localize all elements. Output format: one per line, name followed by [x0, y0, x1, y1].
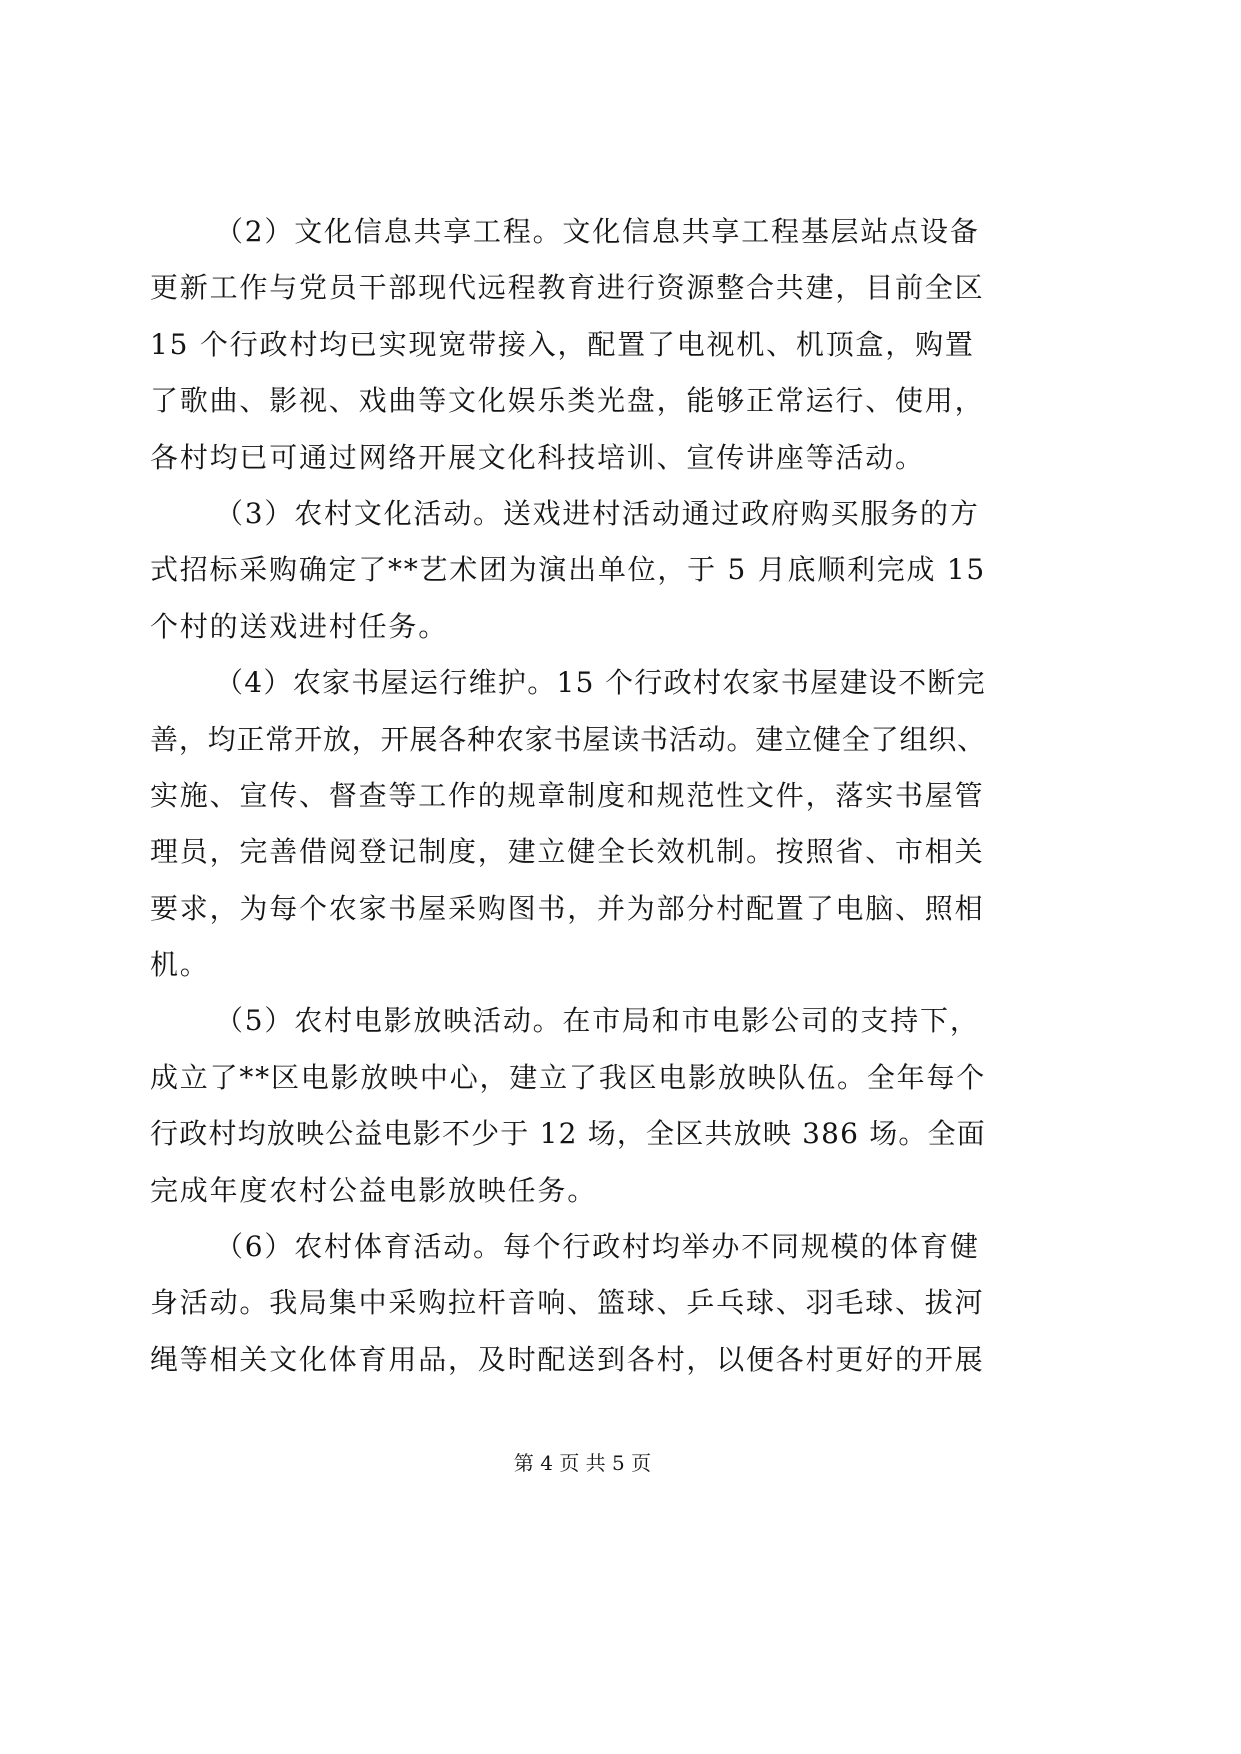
text-line — [150, 1050, 986, 1106]
text-line-content: （3）农村文化活动。送戏进村活动通过政府购买服务的方 — [215, 496, 980, 530]
body-text — [150, 204, 986, 1388]
paragraph — [150, 655, 986, 993]
text-line-content: 行政村均放映公益电影不少于 12 场，全区共放映 386 场。全面 — [150, 1117, 986, 1151]
text-line-content: （5）农村电影放映活动。在市局和市电影公司的支持下， — [215, 1004, 980, 1038]
text-line — [150, 317, 986, 373]
text-line-content: 式招标采购确定了**艺术团为演出单位，于 5 月底顺利完成 15 — [150, 553, 986, 587]
text-line-content: 绳等相关文化体育用品，及时配送到各村，以便各村更好的开展 — [150, 1342, 985, 1376]
paragraph — [150, 993, 986, 1219]
text-line-content: （6）农村体育活动。每个行政村均举办不同规模的体育健 — [215, 1230, 980, 1264]
text-line — [150, 260, 986, 316]
text-line — [150, 1332, 986, 1388]
paragraph-first-line — [150, 204, 986, 260]
paragraph-first-line — [150, 655, 986, 711]
paragraph-first-line — [150, 993, 986, 1049]
text-line — [150, 430, 986, 486]
paragraph — [150, 1219, 986, 1388]
paragraph — [150, 486, 986, 655]
text-line-content: （2）文化信息共享工程。文化信息共享工程基层站点设备 — [215, 215, 980, 248]
text-line-content: 要求，为每个农家书屋采购图书，并为部分村配置了电脑、照相 — [150, 891, 985, 925]
text-line-content: 理员，完善借阅登记制度，建立健全长效机制。按照省、市相关 — [150, 835, 985, 869]
text-line — [150, 1106, 986, 1162]
page-footer: 第 4 页 共 5 页 — [513, 1451, 652, 1475]
text-line-content: 更新工作与党员干部现代远程教育进行资源整合共建，目前全区 — [150, 271, 985, 305]
text-line-content: 个村的送戏进村任务。 — [150, 609, 449, 643]
paragraph-first-line — [150, 1219, 986, 1275]
text-line-content: （4）农家书屋运行维护。15 个行政村农家书屋建设不断完 — [215, 666, 986, 700]
text-line — [150, 1275, 986, 1331]
text-line — [150, 824, 986, 880]
text-line-content: 成立了**区电影放映中心，建立了我区电影放映队伍。全年每个 — [150, 1060, 986, 1094]
text-line — [150, 542, 986, 598]
text-line — [150, 768, 986, 824]
text-line — [150, 712, 986, 768]
text-line — [150, 881, 986, 937]
text-line-content: 机。 — [150, 948, 210, 982]
text-line-content: 15 个行政村均已实现宽带接入，配置了电视机、机顶盒，购置 — [150, 327, 975, 361]
paragraph-first-line — [150, 486, 986, 542]
text-line-content: 了歌曲、影视、戏曲等文化娱乐类光盘，能够正常运行、使用， — [150, 384, 985, 418]
text-line — [150, 937, 986, 993]
text-line-content: 各村均已可通过网络开展文化科技培训、宣传讲座等活动。 — [150, 440, 925, 474]
text-line-content: 实施、宣传、督查等工作的规章制度和规范性文件，落实书屋管 — [150, 778, 985, 812]
text-line-content: 身活动。我局集中采购拉杆音响、篮球、乒乓球、羽毛球、拔河 — [150, 1286, 985, 1320]
text-line — [150, 373, 986, 429]
text-line — [150, 1163, 986, 1219]
paragraph — [150, 204, 986, 486]
text-line — [150, 599, 986, 655]
text-line-content: 善，均正常开放，开展各种农家书屋读书活动。建立健全了组织、 — [150, 722, 986, 756]
text-line-content: 完成年度农村公益电影放映任务。 — [150, 1173, 598, 1207]
